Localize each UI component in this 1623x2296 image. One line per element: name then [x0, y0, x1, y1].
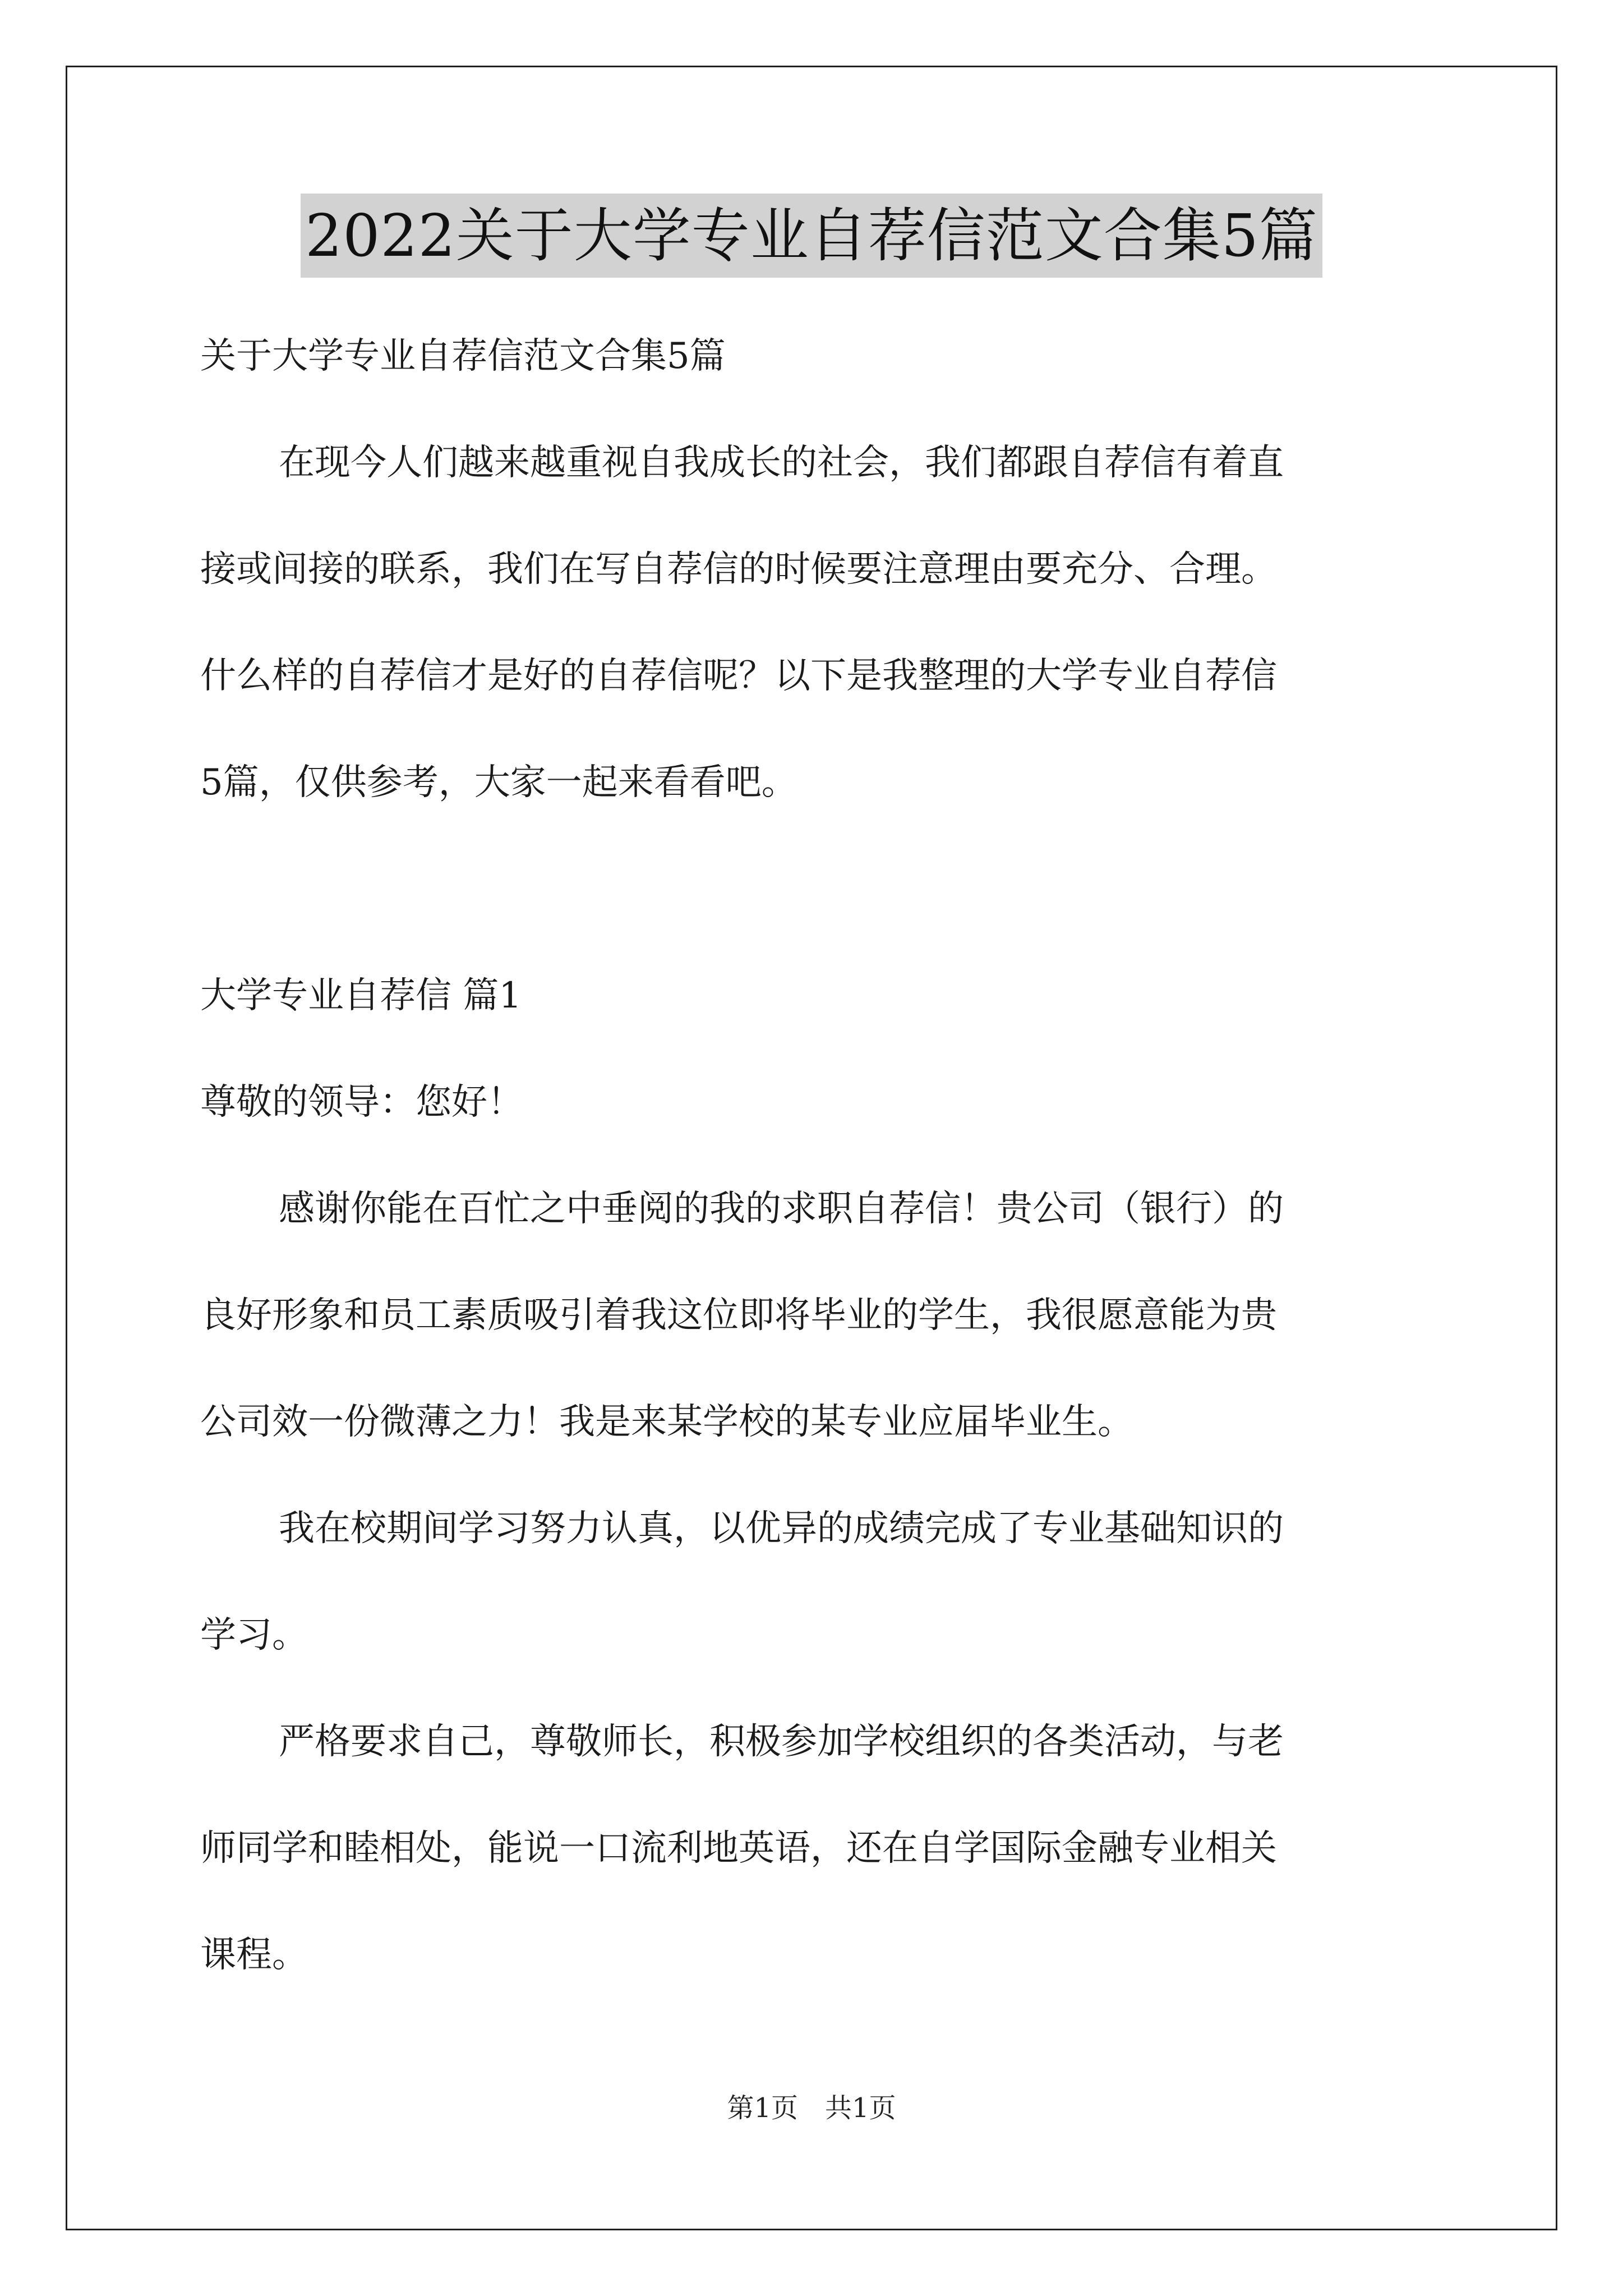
title-container [0, 194, 1623, 278]
document-body [200, 303, 1434, 2008]
greeting: 尊敬的领导：您好！ [200, 1082, 523, 1123]
section-heading: 大学专业自荐信 篇1 [200, 975, 522, 1016]
document-title: 2022关于大学专业自荐信范文合集5篇 [301, 194, 1322, 278]
intro-line: 在现今人们越来越重视自我成长的社会，我们都跟自荐信有着直 [279, 442, 1284, 484]
paragraph-line: 师同学和睦相处，能说一口流利地英语，还在自学国际金融专业相关 [200, 1828, 1277, 1869]
intro-line: 什么样的自荐信才是好的自荐信呢？以下是我整理的大学专业自荐信 [200, 655, 1277, 697]
intro-line: 5篇，仅供参考，大家一起来看看吧。 [200, 762, 797, 803]
intro-line: 接或间接的联系，我们在写自荐信的时候要注意理由要充分、合理。 [200, 549, 1277, 590]
paragraph-line: 公司效一份微薄之力！我是来某学校的某专业应届毕业生。 [200, 1401, 1133, 1443]
paragraph-line: 感谢你能在百忙之中垂阅的我的求职自荐信！贵公司（银行）的 [279, 1188, 1284, 1230]
page-footer: 第1页 共1页 [727, 2092, 896, 2124]
paragraph-line: 严格要求自己，尊敬师长，积极参加学校组织的各类活动，与老 [279, 1721, 1284, 1763]
blank-line [200, 836, 1434, 942]
paragraph-line: 我在校期间学习努力认真，以优异的成绩完成了专业基础知识的 [279, 1508, 1284, 1549]
paragraph-line: 课程。 [200, 1934, 308, 1976]
subtitle: 关于大学专业自荐信范文合集5篇 [200, 335, 726, 377]
paragraph-line: 良好形象和员工素质吸引着我这位即将毕业的学生，我很愿意能为贵 [200, 1295, 1277, 1336]
paragraph-line: 学习。 [200, 1614, 308, 1656]
